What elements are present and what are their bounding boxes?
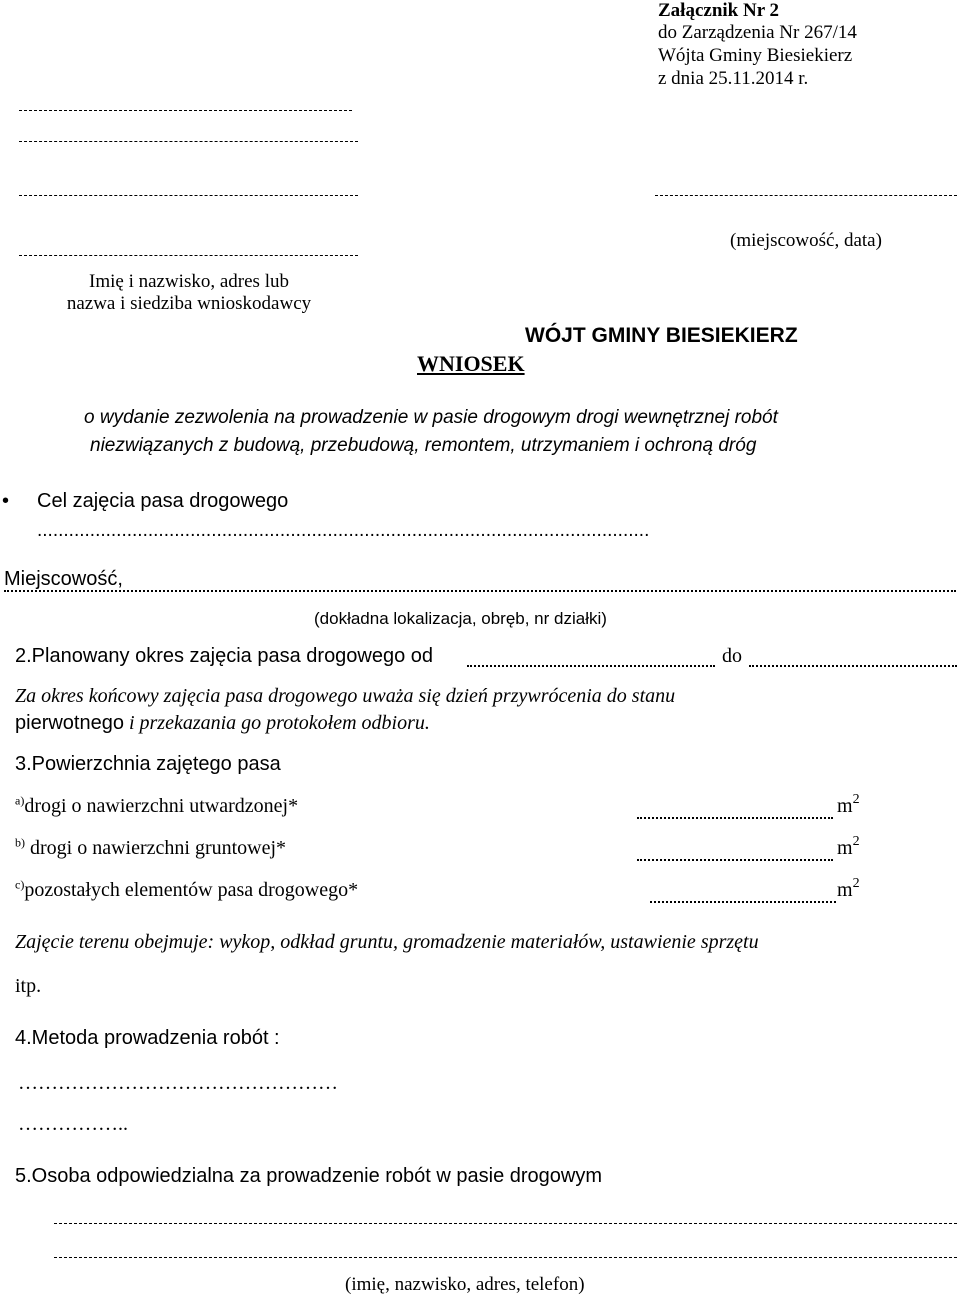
purpose-label: Cel zajęcia pasa drogowego [37, 490, 289, 512]
scope-line2: itp. [15, 975, 42, 997]
applicant-line-2[interactable] [19, 141, 358, 142]
addressee: WÓJT GMINY BIESIEKIERZ [525, 324, 798, 347]
surface-item-a [15, 795, 298, 818]
unit-m: m [837, 879, 853, 901]
applicant-line-3[interactable] [19, 195, 358, 196]
responsible-hint: (imię, nazwisko, adres, telefon) [345, 1274, 585, 1295]
responsible-line-1[interactable] [54, 1223, 957, 1224]
applicant-label-line1: Imię i nazwisko, adres lub [89, 271, 289, 292]
annex-ordinance-ref: do Zarządzenia Nr 267/14 [658, 22, 857, 43]
annex-title: Załącznik Nr 2 [658, 0, 780, 21]
surface-item-b-text: drogi o nawierzchni gruntowej* [25, 837, 287, 859]
responsible-line-2[interactable] [54, 1257, 957, 1258]
period-note-line2-a: pierwotnego [15, 712, 124, 734]
unit-m: m [837, 837, 853, 859]
scope-line1 [15, 931, 759, 954]
place-date-label: (miejscowość, data) [730, 230, 882, 251]
place-date-line[interactable] [655, 195, 957, 196]
method-label: 4.Metoda prowadzenia robót : [15, 1027, 280, 1049]
subtitle-line1: o wydanie zezwolenia na prowadzenie w pasie drogowym drogi wewnętrznej robót [84, 407, 778, 428]
purpose-field[interactable]: .................................................................................................................... [37, 520, 650, 541]
unit-exp: 2 [852, 792, 860, 807]
subtitle-line2: niezwiązanych z budową, przebudową, remontem, utrzymaniem i ochroną dróg [90, 435, 757, 456]
bullet-icon: • [2, 490, 10, 512]
period-to-label: do [722, 645, 742, 667]
surface-item-a-marker: a) [15, 793, 25, 808]
period-note-line2-b: i przekazania go protokołem odbioru. [123, 712, 430, 734]
method-field-1[interactable]: ………………………………………… [18, 1072, 338, 1094]
period-note-line2 [15, 712, 430, 735]
surface-item-b-unit [837, 834, 860, 860]
location-label: Miejscowość, [4, 568, 123, 590]
scope-line1-a: Zajęcie terenu obejmuje [15, 931, 208, 953]
surface-item-b [15, 837, 286, 860]
period-note-line1: Za okres końcowy zajęcia pasa drogowego uważa się dzień przywrócenia do stanu [15, 685, 676, 707]
surface-item-a-unit [837, 792, 860, 818]
applicant-label-line2: nazwa i siedziba wnioskodawcy [66, 293, 312, 314]
surface-item-a-field[interactable] [637, 817, 833, 819]
annex-date: z dnia 25.11.2014 r. [658, 68, 809, 89]
surface-item-c-text: pozostałych elementów pasa drogowego* [24, 879, 359, 901]
unit-m: m [837, 795, 853, 817]
unit-exp: 2 [852, 834, 860, 849]
period-to-field[interactable] [749, 665, 957, 667]
scope-line1-b: : wykop, odkład gruntu, gromadzenie materiałów, ustawienie sprzętu [207, 931, 759, 953]
annex-issuer: Wójta Gminy Biesiekierz [658, 45, 853, 66]
period-from-field[interactable] [467, 665, 715, 667]
applicant-line-4[interactable] [19, 255, 358, 256]
surface-label: 3.Powierzchnia zajętego pasa [15, 753, 281, 775]
responsible-label: 5.Osoba odpowiedzialna za prowadzenie robót w pasie drogowym [15, 1165, 603, 1187]
surface-item-b-marker: b) [15, 835, 25, 850]
period-label: 2.Planowany okres zajęcia pasa drogowego od [15, 645, 434, 667]
surface-item-c-field[interactable] [650, 901, 836, 903]
location-field[interactable] [4, 590, 956, 592]
surface-item-c-unit [837, 876, 860, 902]
surface-item-b-field[interactable] [637, 859, 833, 861]
location-hint: (dokładna lokalizacja, obręb, nr działki) [314, 609, 607, 628]
surface-item-c-marker: c) [15, 877, 25, 892]
document-title: WNIOSEK [417, 351, 525, 376]
unit-exp: 2 [852, 876, 860, 891]
method-field-2[interactable]: …………….. [18, 1113, 128, 1135]
surface-item-a-text: drogi o nawierzchni utwardzonej* [24, 795, 299, 817]
applicant-line-1[interactable] [19, 110, 352, 111]
surface-item-c [15, 879, 358, 902]
